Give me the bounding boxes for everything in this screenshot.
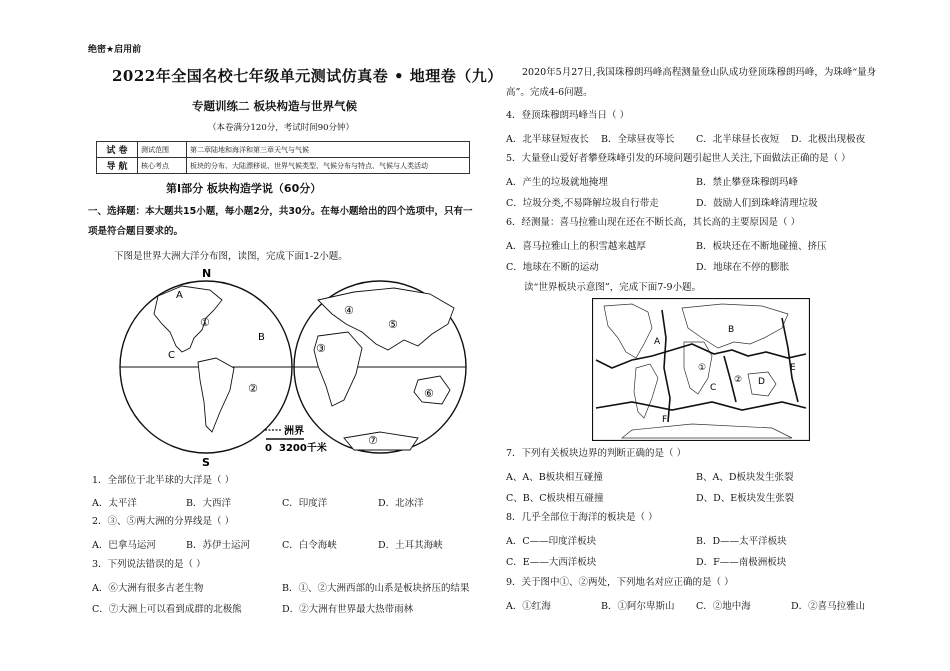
q2-stem: 2．③、⑤两大洲的分界线是（ ） <box>92 516 235 527</box>
instruction-line-2: 项是符合题目要求的。 <box>88 226 184 237</box>
q3-stem: 3．下列说法错误的是（ ） <box>92 559 206 570</box>
legend-boundary-text: 洲界 <box>284 426 304 437</box>
part1-heading: 第Ⅰ部分 板块构造学说（60分） <box>166 182 322 195</box>
q3-option-d: D．②大洲有世界最大热带雨林 <box>282 604 414 615</box>
q5-option-a: A．产生的垃圾就地掩埋 <box>506 177 608 188</box>
right-intro-line-1: 2020年5月27日,我国珠穆朗玛峰高程测量登山队成功登顶珠穆朗玛峰，为珠峰“量身 <box>522 67 877 78</box>
q6-option-a: A．喜马拉雅山上的积雪越来越厚 <box>506 241 646 252</box>
page-subtitle: 专题训练二 板块构造与世界气候 <box>192 99 358 113</box>
q8-option-c: C．E——大西洋板块 <box>506 557 597 568</box>
scale-zero: 0 <box>265 443 272 454</box>
map-label-4: ④ <box>344 304 354 317</box>
q6-stem: 6．经测量：喜马拉雅山现在还在不断长高，其长高的主要原因是（ ） <box>506 217 801 228</box>
q7-option-d: D、D、E板块发生张裂 <box>696 493 795 504</box>
q5-stem: 5．大量登山爱好者攀登珠峰引发的环境问题引起世人关注,下面做法正确的是（ ） <box>506 153 851 164</box>
q2-option-c: C．白令海峡 <box>282 540 337 551</box>
q3-option-c: C．⑦大洲上可以看到成群的北极熊 <box>92 604 242 615</box>
map-label-c: C <box>168 350 175 361</box>
info-label-1: 试 卷 <box>97 142 138 158</box>
q5-option-c: C．垃圾分类,不易降解垃圾自行带走 <box>506 198 659 209</box>
q6-option-c: C．地球在不断的运动 <box>506 262 599 273</box>
south-america-shape <box>198 358 234 432</box>
q4-option-d: D．北极出现极夜 <box>791 134 866 145</box>
plate-label-f: F <box>662 415 668 425</box>
score-note: （本卷满分120分，考试时间90分钟） <box>208 123 355 133</box>
map-label-7: ⑦ <box>368 434 378 447</box>
map-label-5: ⑤ <box>388 318 398 331</box>
q9-stem: 9．关于图中①、②两处，下列地名对应正确的是（ ） <box>506 577 734 588</box>
plate-label-e: E <box>790 363 796 373</box>
map-label-3: ③ <box>316 342 326 355</box>
info-row1-key: 测试范围 <box>138 142 187 158</box>
q3-option-b: B．①、②大洲西部的山系是板块挤压的结果 <box>282 583 470 594</box>
plate-label-1: ① <box>698 363 707 373</box>
info-table <box>96 141 470 174</box>
map-north-label: N <box>202 267 212 280</box>
q8-option-a: A．C——印度洋板块 <box>506 536 597 547</box>
secret-tag: 绝密★启用前 <box>88 45 142 55</box>
q4-option-a: A．北半球昼短夜长 <box>506 134 589 145</box>
q7-option-a: A、A、B板块相互碰撞 <box>506 472 603 483</box>
q1-option-a: A．太平洋 <box>92 498 137 509</box>
q4-stem: 4．登顶珠穆朗玛峰当日（ ） <box>506 110 630 121</box>
map-intro: 下图是世界大洲大洋分布图，读图，完成下面1-2小题。 <box>114 251 348 262</box>
q1-option-b: B．大西洋 <box>186 498 231 509</box>
hemisphere-map <box>118 266 468 470</box>
plate-label-a: A <box>654 337 661 347</box>
plate-label-b: B <box>728 325 735 335</box>
map-south-label: S <box>202 456 210 469</box>
info-label-2: 导 航 <box>97 158 138 174</box>
north-america-shape <box>154 286 222 352</box>
q2-option-a: A．巴拿马运河 <box>92 540 156 551</box>
q6-option-d: D．地球在不停的膨胀 <box>696 262 790 273</box>
plate-label-2: ② <box>734 375 743 385</box>
q2-option-b: B．苏伊士运河 <box>186 540 250 551</box>
q8-option-b: B．D——太平洋板块 <box>696 536 787 547</box>
antarctica-shape <box>344 432 418 450</box>
scale-value: 3200千米 <box>279 443 327 454</box>
q6-option-b: B．板块还在不断地碰撞、挤压 <box>696 241 827 252</box>
q7-stem: 7．下列有关板块边界的判断正确的是（ ） <box>506 448 687 459</box>
q9-option-b: B．①阿尔卑斯山 <box>601 601 675 612</box>
q2-option-d: D．土耳其海峡 <box>378 540 443 551</box>
info-row2-key: 核心考点 <box>138 158 187 174</box>
plate-label-c: C <box>710 383 717 393</box>
q1-option-d: D．北冰洋 <box>378 498 424 509</box>
q5-option-d: D．鼓励人们到珠峰清理垃圾 <box>696 198 818 209</box>
info-row2-value: 板块的分布、大陆漂移说、世界气候类型、气候分布与特点、气候与人类活动 <box>187 158 470 174</box>
map-label-b: B <box>258 332 265 343</box>
q9-option-d: D．②喜马拉雅山 <box>791 601 866 612</box>
q1-stem: 1．全部位于北半球的大洋是（ ） <box>92 475 235 486</box>
map-label-6: ⑥ <box>424 387 434 400</box>
plate-map-intro: 读“世界板块示意图”，完成下面7-9小题。 <box>524 282 702 293</box>
plate-label-d: D <box>758 377 765 387</box>
q8-option-d: D．F——南极洲板块 <box>696 557 787 568</box>
map-label-a: A <box>176 290 183 301</box>
q5-option-b: B．禁止攀登珠穆朗玛峰 <box>696 177 798 188</box>
info-row1-value: 第二章陆地和海洋和第三章天气与气候 <box>187 142 470 158</box>
map-label-1: ① <box>200 316 210 329</box>
q9-option-a: A．①红海 <box>506 601 551 612</box>
q9-option-c: C．②地中海 <box>696 601 751 612</box>
page-title: 2022年全国名校七年级单元测试仿真卷 • 地理卷（九） <box>112 67 503 85</box>
q7-option-b: B、A、D板块发生张裂 <box>696 472 794 483</box>
q4-option-c: C．北半球昼长夜短 <box>696 134 780 145</box>
q7-option-c: C、B、C板块相互碰撞 <box>506 493 604 504</box>
q8-stem: 8．几乎全部位于海洋的板块是（ ） <box>506 512 658 523</box>
q4-option-b: B．全球昼夜等长 <box>601 134 675 145</box>
q3-option-a: A．⑥大洲有很多古老生物 <box>92 583 204 594</box>
q1-option-c: C．印度洋 <box>282 498 328 509</box>
map-label-2: ② <box>248 382 258 395</box>
plate-map <box>592 298 810 441</box>
right-intro-line-2: 高”。完成4-6问题。 <box>506 87 593 98</box>
instruction-line-1: 一、选择题：本大题共15小题，每小题2分，共30分。在每小题给出的四个选项中，只有一 <box>88 206 473 217</box>
